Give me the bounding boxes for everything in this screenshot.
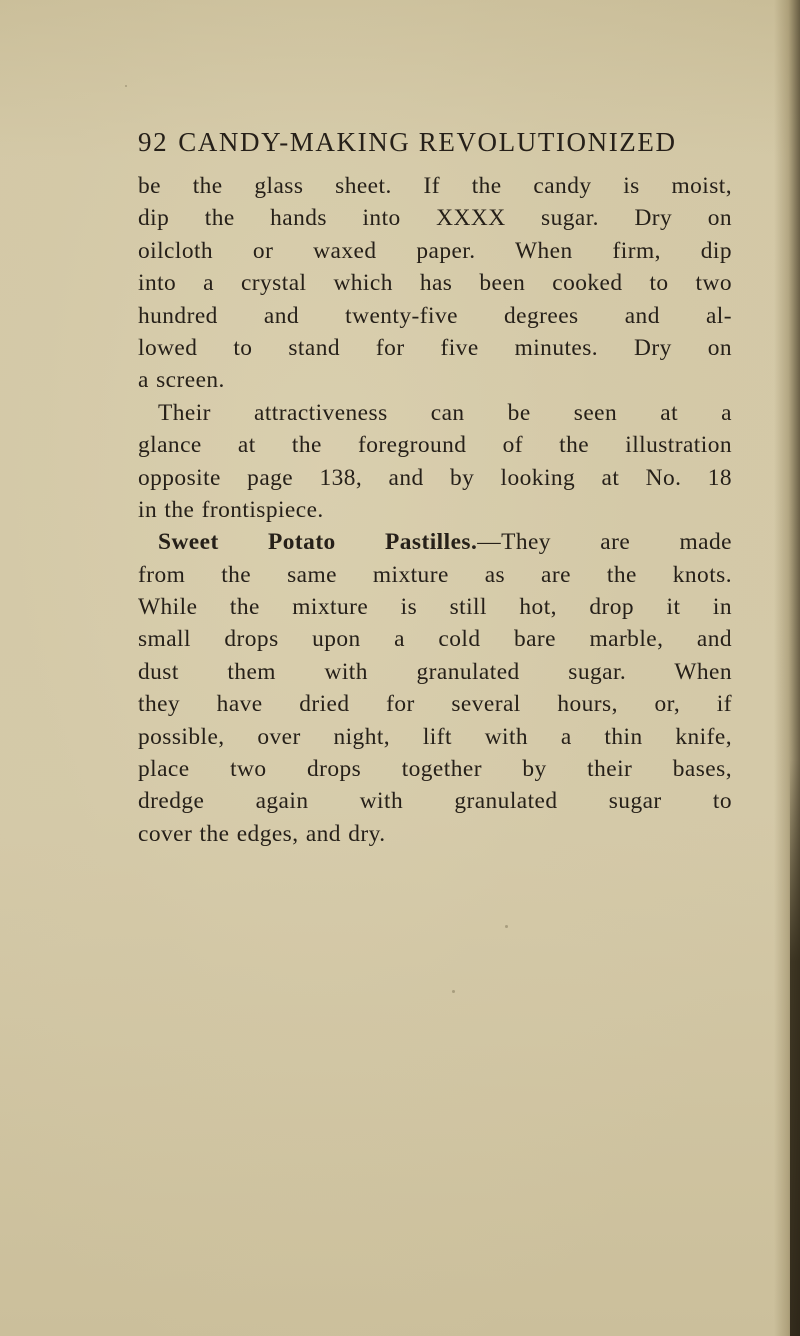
- text-line: hundred and twenty-five degrees and al-: [138, 302, 732, 329]
- page-edge-dark: [790, 760, 800, 1336]
- text-line: they have dried for several hours, or, if: [138, 691, 732, 718]
- text-line: possible, over night, lift with a thin knife,: [138, 723, 732, 750]
- text-line: glance at the foreground of the illustration: [138, 432, 732, 459]
- body-text: [138, 170, 732, 850]
- paper-speck: [452, 990, 455, 993]
- text-line: place two drops together by their bases,: [138, 756, 732, 783]
- text-line: in the frontispiece.: [138, 496, 324, 523]
- text-line: cover the edges, and dry.: [138, 820, 386, 847]
- text-line: into a crystal which has been cooked to two: [138, 270, 732, 297]
- text-line: lowed to stand for five minutes. Dry on: [138, 334, 732, 361]
- text-line: from the same mixture as are the knots.: [138, 561, 732, 588]
- text-line: dip the hands into XXXX sugar. Dry on: [138, 205, 732, 232]
- text-line: Their attractiveness can be seen at a: [158, 399, 732, 426]
- section-heading: Sweet Potato Pastilles.: [158, 529, 478, 556]
- book-title: CANDY-MAKING REVOLUTIONIZED: [178, 127, 677, 157]
- text-line: a screen.: [138, 367, 225, 394]
- text-line: While the mixture is still hot, drop it in: [138, 594, 732, 621]
- text-line: dredge again with granulated sugar to: [138, 788, 732, 815]
- text-run: —They are made: [477, 529, 732, 556]
- paper-speck: [125, 85, 127, 87]
- text-line: dust them with granulated sugar. When: [138, 658, 732, 685]
- text-line: oilcloth or waxed paper. When firm, dip: [138, 237, 732, 264]
- text-line: small drops upon a cold bare marble, and: [138, 626, 732, 653]
- paper-speck: [505, 925, 508, 928]
- text-line: be the glass sheet. If the candy is moist,: [138, 173, 732, 199]
- text-line: opposite page 138, and by looking at No. 18: [138, 464, 732, 491]
- running-head: [138, 124, 758, 160]
- page-number: 92: [138, 127, 169, 157]
- text-line-with-heading: [138, 526, 732, 558]
